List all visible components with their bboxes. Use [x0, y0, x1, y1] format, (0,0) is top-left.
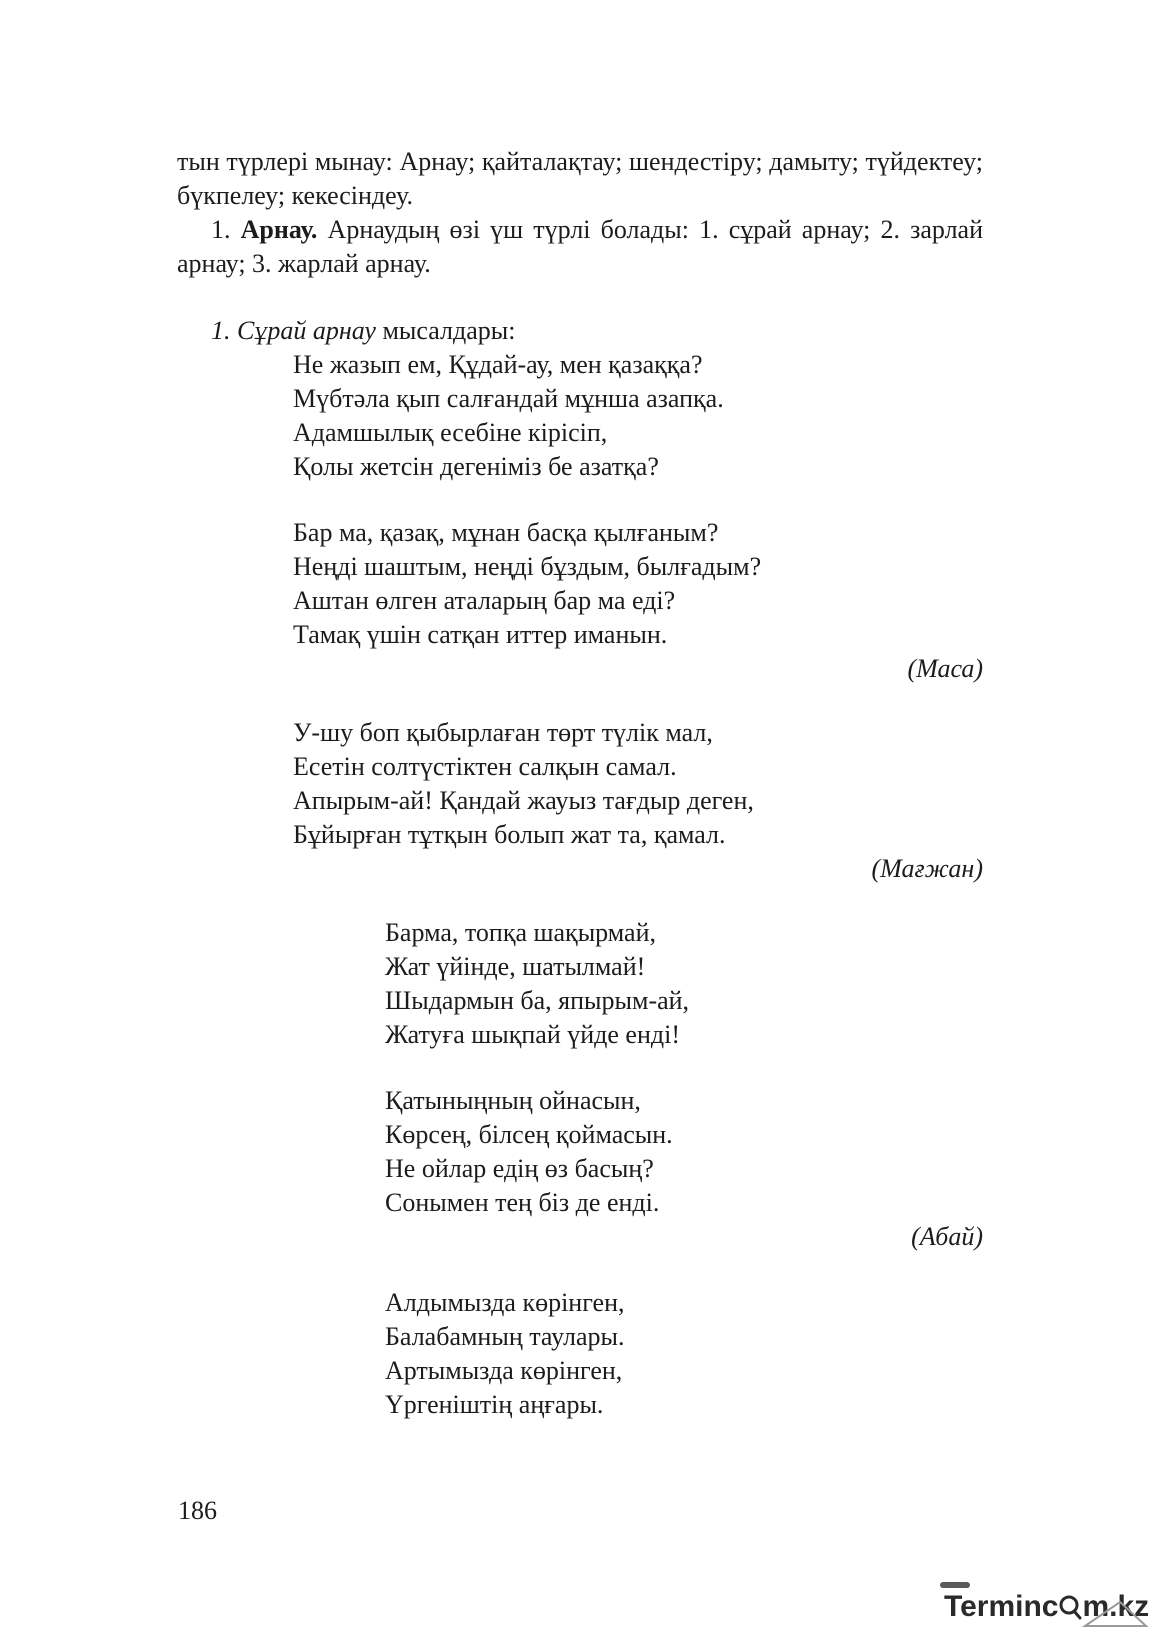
- logo-text-right: m.kz: [1082, 1590, 1150, 1623]
- poem-line: Бұйырған тұтқын болып жат та, қамал.: [293, 820, 726, 849]
- poem-line: Жатуға шықпай үйде енді!: [385, 1020, 680, 1049]
- poem-line: Есетін солтүстіктен салқын самал.: [293, 752, 677, 781]
- poem-line: Сонымен тең біз де енді.: [385, 1188, 660, 1217]
- poem-line: Не жазып ем, Құдай-ау, мен қазаққа?: [293, 350, 703, 379]
- intro-paragraph: [177, 145, 983, 213]
- logo-text-left: Terminc: [944, 1590, 1059, 1623]
- arnau-term: Арнау.: [240, 215, 318, 244]
- poem-line: Неңді шаштым, неңді бұздым, былғадым?: [293, 552, 762, 581]
- arnau-prefix: 1.: [211, 215, 241, 244]
- poem-line: Апырым-ай! Қандай жауыз тағдыр деген,: [293, 786, 754, 815]
- poem-line: Балабамның таулары.: [385, 1322, 625, 1351]
- poem-line: Барма, топқа шақырмай,: [385, 918, 656, 947]
- examples-heading-italic: 1. Сұрай арнау: [211, 316, 376, 345]
- poem-line: У-шу боп қыбырлаған төрт түлік мал,: [293, 718, 713, 747]
- poem-line: Аштан өлген аталарың бар ма еді?: [293, 586, 676, 615]
- magnifier-icon: [1058, 1594, 1082, 1620]
- logo-swoosh-icon: [1080, 1598, 1150, 1628]
- poem-line: Үргеніштің аңғары.: [385, 1390, 604, 1419]
- poem-line: Қолы жетсін дегеніміз бе азатқа?: [293, 452, 659, 481]
- intro-text: тын түрлері мынау: Арнау; қайталақтау; шендестіру; дамыту; түйдектеу; бүкпелеу; кекесіндеу.: [177, 147, 983, 210]
- examples-heading-text: мысалдары:: [375, 316, 516, 345]
- poem-line: Не ойлар едің өз басың?: [385, 1154, 654, 1183]
- poem-line: Артымызда көрінген,: [385, 1356, 623, 1385]
- page-number: 186: [178, 1496, 217, 1525]
- poem-line: Алдымызда көрінген,: [385, 1288, 625, 1317]
- arnau-paragraph: [177, 213, 983, 281]
- poem-line: Мүбтәла қып салғандай мұнша азапқа.: [293, 384, 724, 413]
- examples-heading: [211, 314, 515, 348]
- poem-line: Жат үйінде, шатылмай!: [385, 952, 646, 981]
- poem-line: Қатыныңның ойнасын,: [385, 1086, 641, 1115]
- poem-line: Шыдармын ба, япырым-ай,: [385, 986, 690, 1015]
- poem-line: Тамақ үшін сатқан иттер иманын.: [293, 620, 668, 649]
- poem-author: (Мағжан): [871, 854, 983, 883]
- arnau-text: Арнаудың өзі үш түрлі болады: 1. сұрай арнау; 2. зарлай арнау; 3. жарлай арнау.: [177, 215, 983, 278]
- poem-line: Көрсең, білсең қоймасын.: [385, 1120, 673, 1149]
- poem-author: (Абай): [911, 1222, 983, 1251]
- poem-line: Бар ма, қазақ, мұнан басқа қылғаным?: [293, 518, 719, 547]
- logo-bar-icon: [940, 1582, 970, 1588]
- poem-line: Адамшылық есебіне кірісіп,: [293, 418, 608, 447]
- poem-author: (Маса): [907, 654, 983, 683]
